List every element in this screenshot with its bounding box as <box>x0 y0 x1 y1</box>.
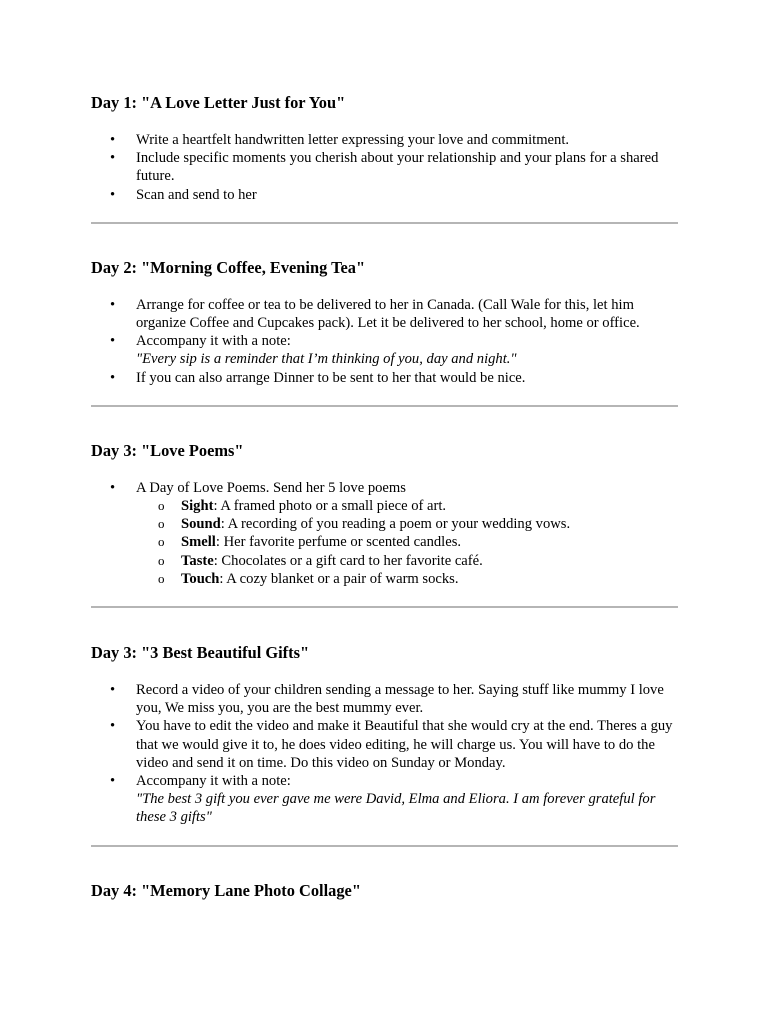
list-item: • Record a video of your children sending a message to her. Saying stuff like mummy I love you, We miss you, you are the best mummy ever. <box>91 681 678 717</box>
bullet-list <box>91 681 678 827</box>
sub-list-item <box>136 515 678 533</box>
bullet-list <box>91 296 678 387</box>
section-title: Day 3: "3 Best Beautiful Gifts" <box>91 643 310 663</box>
sub-list <box>136 497 678 588</box>
list-item: • Include specific moments you cherish about your relationship and your plans for a shared future. <box>91 149 678 185</box>
list-item: • You have to edit the video and make it Beautiful that she would cry at the end. Theres a guy that we would give it to, he does video editing, he will charge us. You will have to do the video and send it on time. Do this video on Sunday or Monday. <box>91 717 678 772</box>
section-title: Day 4: "Memory Lane Photo Collage" <box>91 880 361 900</box>
sense-text: : Chocolates or a gift card to her favorite café. <box>213 552 483 569</box>
horizontal-divider <box>91 606 678 608</box>
sense-label: Smell <box>181 534 216 551</box>
list-item <box>91 332 678 368</box>
sense-label: Taste <box>181 552 214 569</box>
section-day-3-gifts <box>91 643 678 827</box>
horizontal-divider <box>91 222 678 224</box>
sense-label: Sight <box>181 498 214 515</box>
sub-list-item <box>136 570 678 588</box>
section-title: Day 2: "Morning Coffee, Evening Tea" <box>91 257 366 277</box>
note-quote: "Every sip is a reminder that I’m thinking of you, day and night." <box>136 351 517 368</box>
bullet-list <box>91 131 678 204</box>
section-day-1 <box>91 93 678 204</box>
sense-label: Touch <box>181 570 220 587</box>
list-item: • Scan and send to her <box>91 186 678 204</box>
list-item: • Arrange for coffee or tea to be delivered to her in Canada. (Call Wale for this, let him organize Coffee and Cupcakes pack). Let it be delivered to her school, home or office. <box>91 296 678 332</box>
section-title: Day 3: "Love Poems" <box>91 440 244 460</box>
list-item-text: A Day of Love Poems. Send her 5 love poems <box>136 479 406 496</box>
horizontal-divider <box>91 405 678 407</box>
list-item <box>91 479 678 588</box>
list-item-text: Accompany it with a note: <box>136 773 291 790</box>
sense-label: Sound <box>181 516 221 533</box>
section-day-4 <box>91 881 678 901</box>
list-item: • If you can also arrange Dinner to be sent to her that would be nice. <box>91 369 678 387</box>
section-title: Day 1: "A Love Letter Just for You" <box>91 93 346 112</box>
horizontal-divider <box>91 845 678 847</box>
list-item-text: Accompany it with a note: <box>136 333 291 350</box>
list-item: • Write a heartfelt handwritten letter expressing your love and commitment. <box>91 131 678 149</box>
sense-text: : A recording of you reading a poem or your wedding vows. <box>220 516 571 533</box>
sub-list-item <box>136 497 678 515</box>
sense-text: : Her favorite perfume or scented candles. <box>215 534 462 551</box>
sub-list-item <box>136 533 678 551</box>
section-day-2 <box>91 258 678 387</box>
bullet-list <box>91 479 678 588</box>
sense-text: : A cozy blanket or a pair of warm socks. <box>219 570 459 587</box>
document-page <box>91 93 678 901</box>
note-quote: "The best 3 gift you ever gave me were David, Elma and Eliora. I am forever grateful for these 3 gifts" <box>136 791 656 826</box>
list-item <box>91 772 678 827</box>
sub-list-item <box>136 552 678 570</box>
section-day-3-love-poems <box>91 441 678 588</box>
sense-text: : A framed photo or a small piece of art. <box>213 498 447 515</box>
